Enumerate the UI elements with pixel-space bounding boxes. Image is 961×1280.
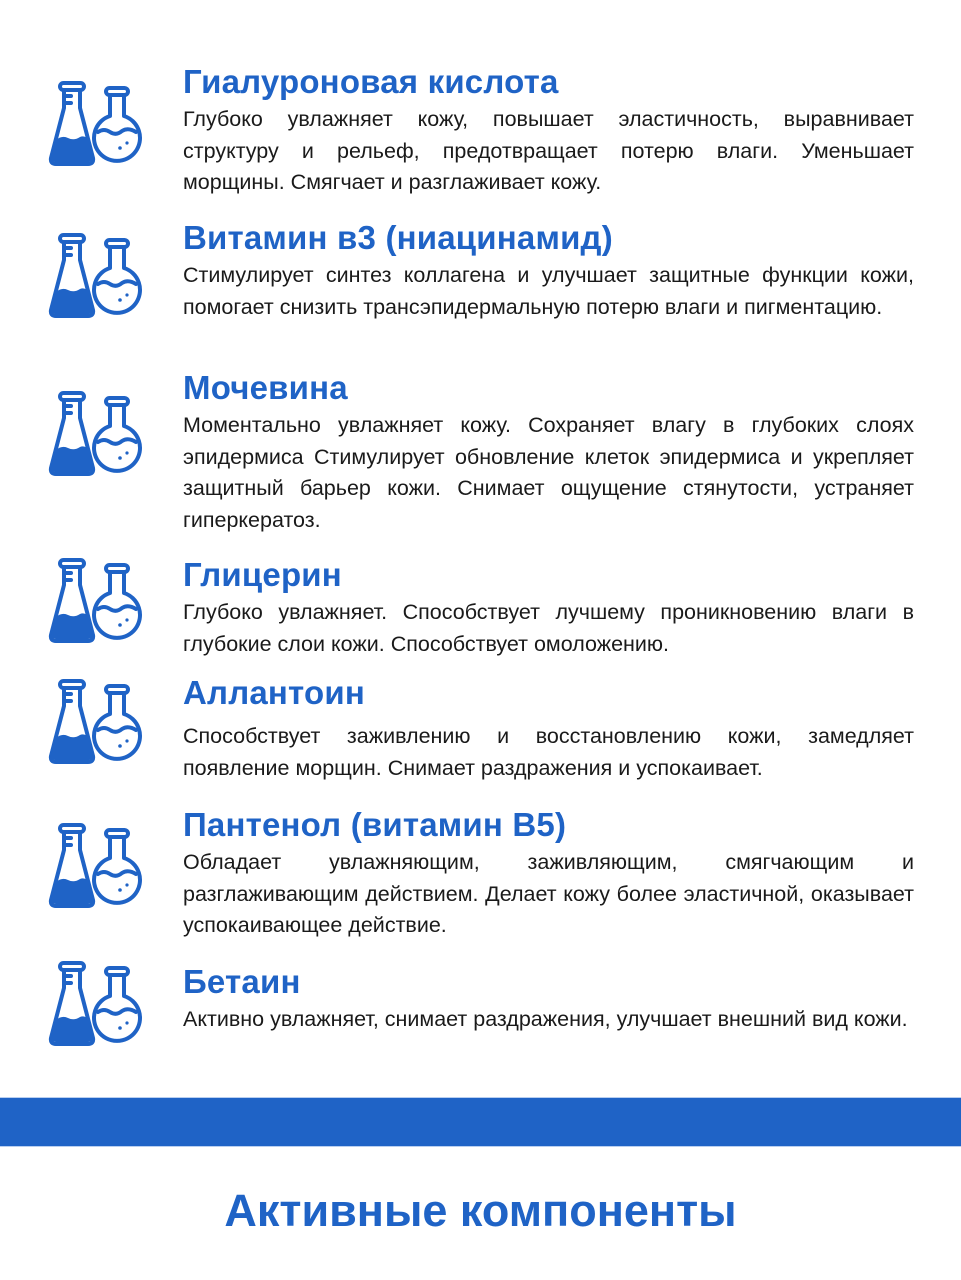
ingredient-description: Глубоко увлажняет кожу, повышает эластичность, выравнивает структуру и рельеф, предотвращает потерю влаги. Уменьшает морщины. Смягчает и разглаживает кожу. — [183, 107, 914, 194]
ingredient-text — [183, 555, 914, 660]
laboratory-flasks-icon — [48, 678, 144, 768]
ingredient-description: Обладает увлажняющим, заживляющим, смягчающим и разглаживающим действием. Делает кожу более эластичной, оказывает успокаивающее действие. — [183, 850, 914, 937]
ingredient-text — [183, 673, 914, 784]
laboratory-flasks-icon — [48, 232, 144, 322]
laboratory-flasks-icon — [48, 80, 144, 170]
ingredient-text — [183, 218, 914, 323]
ingredient-title: Пантенол (витамин B5) — [183, 806, 567, 843]
laboratory-flasks-icon — [48, 822, 144, 912]
accent-band — [0, 1097, 961, 1147]
laboratory-flasks-icon — [48, 960, 144, 1050]
ingredient-title: Гиалуроновая кислота — [183, 63, 559, 100]
ingredient-text — [183, 368, 914, 536]
ingredient-description: Глубоко увлажняет. Способствует лучшему проникновению влаги в глубокие слои кожи. Способствует омоложению. — [183, 600, 914, 656]
ingredient-title: Мочевина — [183, 369, 348, 406]
ingredient-description: Активно увлажняет, снимает раздражения, улучшает внешний вид кожи. — [183, 1007, 908, 1031]
ingredient-text — [183, 962, 914, 1036]
ingredient-title: Глицерин — [183, 556, 342, 593]
ingredient-description: Стимулирует синтез коллагена и улучшает защитные функции кожи, помогает снизить трансэпидермальную потерю влаги и пигментацию. — [183, 263, 914, 319]
page-title: Активные компоненты — [224, 1185, 737, 1236]
laboratory-flasks-icon — [48, 390, 144, 480]
ingredient-title: Бетаин — [183, 963, 301, 1000]
ingredient-text — [183, 805, 914, 942]
ingredient-description: Моментально увлажняет кожу. Сохраняет влагу в глубоких слоях эпидермиса Стимулирует обновление клеток эпидермиса и укрепляет защитный барьер кожи. Снимает ощущение стянутости, устраняет гиперкератоз. — [183, 413, 914, 532]
ingredient-description: Способствует заживлению и восстановлению кожи, замедляет появление морщин. Снимает раздражения и успокаивает. — [183, 724, 914, 780]
ingredient-title: Аллантоин — [183, 674, 365, 711]
laboratory-flasks-icon — [48, 557, 144, 647]
ingredient-title: Витамин в3 (ниацинамид) — [183, 219, 613, 256]
ingredient-text — [183, 62, 914, 199]
